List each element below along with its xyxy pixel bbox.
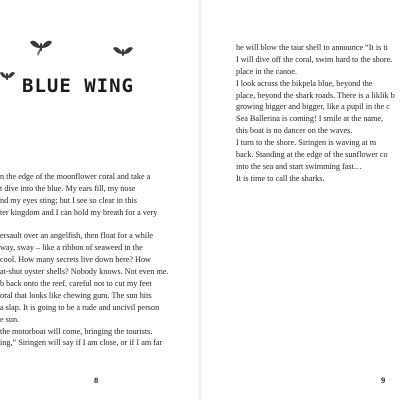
- text-line: ersault over an angelfish, then float for a while: [0, 231, 154, 241]
- left-page-body: [0, 171, 169, 349]
- text-line: ter kingdom and I can hold my breath for a very: [0, 207, 158, 217]
- moth-icon: [30, 41, 52, 56]
- text-line: e sun.: [0, 314, 20, 324]
- right-page-body: [236, 42, 395, 185]
- moth-icon: [0, 72, 15, 80]
- text-line: at-shut oyster shells? Nobody knows. Not even me.: [0, 267, 169, 277]
- right-page: [200, 0, 400, 400]
- text-line: [0, 219, 169, 231]
- text-line: I turn to the shore. Siringen is waving at m: [236, 138, 377, 148]
- text-line: this boat is no dancer on the waves.: [236, 126, 353, 136]
- page-number-right: 9: [381, 375, 386, 385]
- text-line: t dive into the blue. My ears fill, my nose: [0, 183, 136, 193]
- text-line: cool. How many secrets live down here? How: [0, 255, 151, 265]
- text-line: n the edge of the moonflower coral and take a: [0, 172, 151, 181]
- text-line: I look across the bikpela blue, beyond the: [236, 78, 373, 88]
- text-line: It is time to call the sharks.: [236, 173, 325, 183]
- text-line: way, sway – like a ribbon of seaweed in the: [0, 243, 143, 253]
- text-line: into the sea and start swimming fast…: [236, 161, 362, 171]
- text-line: the motorboat will come, bringing the tourists.: [0, 326, 153, 336]
- moth-icon: [113, 47, 133, 56]
- text-line: ing,” Siringen will say if I am close, or if I am far: [0, 338, 163, 348]
- text-line: growing bigger and bigger, like a pupil in the c: [236, 102, 390, 112]
- text-line: I will dive off the coral, swim hard to the shore.: [236, 54, 393, 64]
- page-number-left: 8: [94, 375, 99, 385]
- text-line: b back onto the reef, careful not to cut my feet: [0, 279, 152, 289]
- text-line: place, beyond the shark roads. There is a liklik b: [236, 90, 395, 100]
- text-line: back. Standing at the edge of the sunflower co: [236, 150, 388, 160]
- text-line: nd my eyes sting; but I see so clear in this: [0, 195, 137, 205]
- text-line: place in the canoe.: [236, 66, 297, 76]
- text-line: Sea Ballerina is coming! I smile at the name,: [236, 114, 384, 124]
- chapter-title: BLUE WING: [22, 75, 134, 97]
- text-line: oral that looks like chewing gum. The sun hits: [0, 290, 152, 300]
- text-line: he will blow the taur shell to announce “It is ti: [236, 43, 388, 52]
- text-line: a slap. It is going to be a rude and uncivil person: [0, 302, 160, 312]
